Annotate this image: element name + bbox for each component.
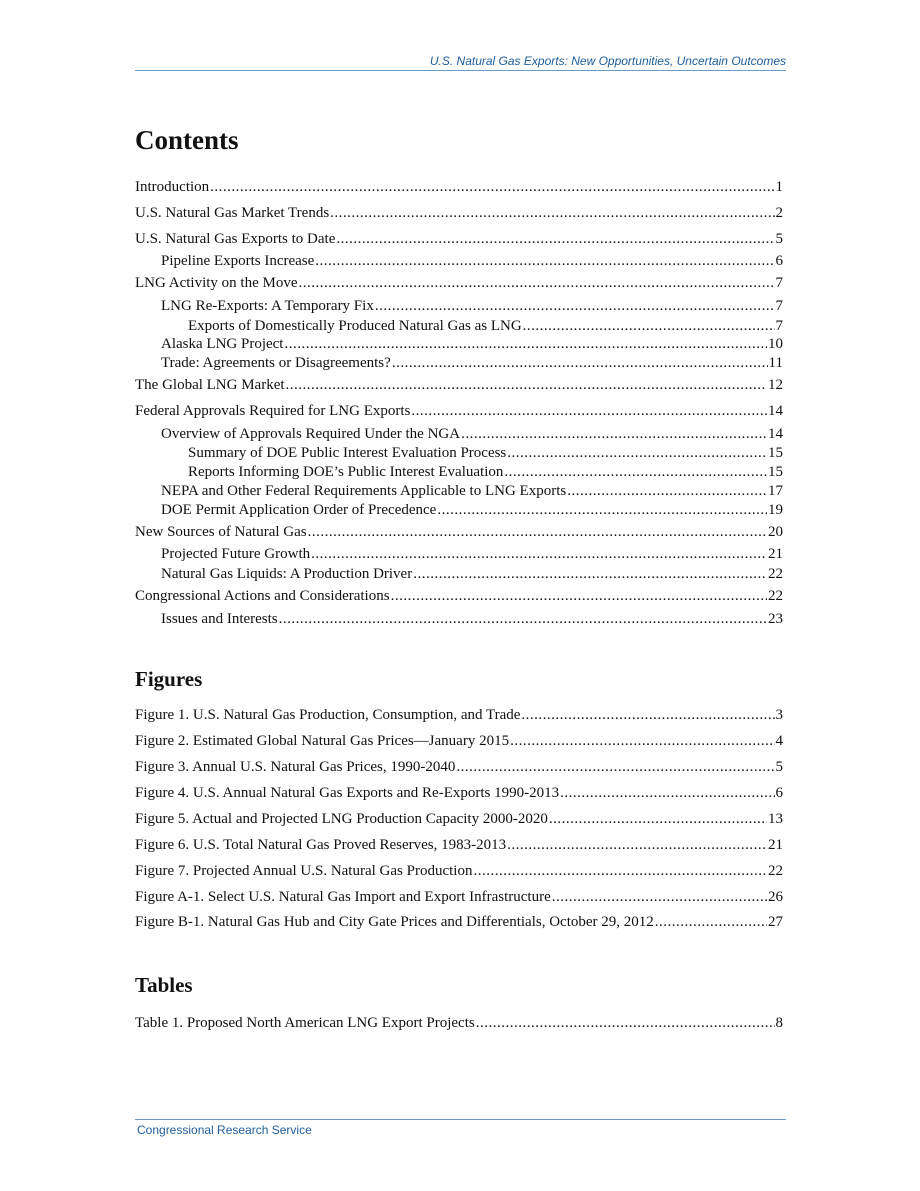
toc-entry-page: 6 xyxy=(775,785,783,801)
toc-entry[interactable] xyxy=(161,252,783,270)
toc-entry[interactable] xyxy=(135,376,783,394)
toc-entry-title: Federal Approvals Required for LNG Exports xyxy=(135,403,411,419)
toc-entry-title: Figure 6. U.S. Total Natural Gas Proved Reserves, 1983-2013 xyxy=(135,837,507,853)
toc-entry-title: U.S. Natural Gas Exports to Date xyxy=(135,231,336,247)
toc-entry-page: 7 xyxy=(775,318,783,334)
toc-entry-page: 15 xyxy=(768,445,783,461)
toc-entry[interactable] xyxy=(161,425,783,443)
dot-leader xyxy=(521,706,774,724)
toc-entry[interactable] xyxy=(135,732,783,750)
footer-publisher: Congressional Research Service xyxy=(137,1123,312,1137)
toc-entry-title: Figure B-1. Natural Gas Hub and City Gate Prices and Differentials, October 29, 2012 xyxy=(135,914,654,930)
toc-entry-title: Overview of Approvals Required Under the NGA xyxy=(161,426,461,442)
dot-leader xyxy=(311,545,767,563)
toc-entry[interactable] xyxy=(135,758,783,776)
dot-leader xyxy=(507,836,767,854)
figures-title: Figures xyxy=(135,667,203,691)
dot-leader xyxy=(392,354,768,372)
toc-entry[interactable] xyxy=(161,297,783,315)
toc-entry[interactable] xyxy=(188,317,783,335)
dot-leader xyxy=(411,402,767,420)
dot-leader xyxy=(391,587,767,605)
contents-title: Contents xyxy=(135,125,239,155)
toc-entry-page: 1 xyxy=(775,179,783,195)
toc-entry-page: 22 xyxy=(768,863,783,879)
toc-entry-title: Alaska LNG Project xyxy=(161,336,284,352)
toc-entry[interactable] xyxy=(135,706,783,724)
toc-entry-page: 3 xyxy=(775,707,783,723)
toc-entry-title: Issues and Interests xyxy=(161,611,278,627)
toc-entry-page: 20 xyxy=(768,524,783,540)
running-header: U.S. Natural Gas Exports: New Opportunities, Uncertain Outcomes xyxy=(429,54,786,68)
toc-entry[interactable] xyxy=(135,523,783,541)
toc-entry-page: 17 xyxy=(768,483,783,499)
header-rule xyxy=(135,70,786,71)
toc-entry-page: 10 xyxy=(768,336,783,352)
toc-entry-title: Congressional Actions and Considerations xyxy=(135,588,390,604)
toc-entry-page: 19 xyxy=(768,502,783,518)
toc-entry-title: Figure A-1. Select U.S. Natural Gas Import and Export Infrastructure xyxy=(135,889,551,905)
toc-entry-title: Figure 3. Annual U.S. Natural Gas Prices, 1990-2040 xyxy=(135,759,456,775)
dot-leader xyxy=(507,444,767,462)
toc-entry-page: 6 xyxy=(775,253,783,269)
toc-entry-title: Figure 5. Actual and Projected LNG Production Capacity 2000-2020 xyxy=(135,811,548,827)
dot-leader xyxy=(210,178,774,196)
dot-leader xyxy=(510,732,774,750)
toc-entry-title: Reports Informing DOE’s Public Interest Evaluation xyxy=(188,464,504,480)
toc-entry-page: 11 xyxy=(768,355,783,371)
dot-leader xyxy=(279,610,767,628)
toc-entry-title: Natural Gas Liquids: A Production Driver xyxy=(161,566,413,582)
dot-leader xyxy=(437,501,767,519)
toc-entry[interactable] xyxy=(135,810,783,828)
dot-leader xyxy=(456,758,774,776)
toc-entry[interactable] xyxy=(135,836,783,854)
toc-entry[interactable] xyxy=(161,610,783,628)
toc-entry-title: U.S. Natural Gas Market Trends xyxy=(135,205,330,221)
dot-leader xyxy=(308,523,767,541)
toc-entry[interactable] xyxy=(161,482,783,500)
toc-entry-title: Summary of DOE Public Interest Evaluation Process xyxy=(188,445,507,461)
toc-entry-page: 22 xyxy=(768,566,783,582)
toc-entry-title: DOE Permit Application Order of Precedence xyxy=(161,502,437,518)
dot-leader xyxy=(560,784,774,802)
toc-entry[interactable] xyxy=(135,1014,783,1032)
toc-entry[interactable] xyxy=(135,230,783,248)
toc-entry-page: 13 xyxy=(768,811,783,827)
dot-leader xyxy=(476,1014,775,1032)
toc-entry-title: LNG Re-Exports: A Temporary Fix xyxy=(161,298,374,314)
toc-entry-page: 15 xyxy=(768,464,783,480)
toc-entry-title: Figure 7. Projected Annual U.S. Natural Gas Production xyxy=(135,863,473,879)
toc-entry-title: Table 1. Proposed North American LNG Export Projects xyxy=(135,1015,475,1031)
toc-entry-page: 21 xyxy=(768,546,783,562)
toc-entry-page: 7 xyxy=(775,298,783,314)
toc-entry-page: 4 xyxy=(775,733,783,749)
toc-entry-title: Pipeline Exports Increase xyxy=(161,253,315,269)
toc-entry-page: 8 xyxy=(775,1015,783,1031)
dot-leader xyxy=(284,335,767,353)
toc-entry[interactable] xyxy=(188,463,783,481)
toc-entry-title: LNG Activity on the Move xyxy=(135,275,298,291)
toc-entry-title: Figure 2. Estimated Global Natural Gas Prices—January 2015 xyxy=(135,733,510,749)
dot-leader xyxy=(504,463,767,481)
toc-entry-page: 26 xyxy=(768,889,783,905)
toc-entry[interactable] xyxy=(135,178,783,196)
toc-entry-title: New Sources of Natural Gas xyxy=(135,524,307,540)
toc-entry-title: Figure 1. U.S. Natural Gas Production, Consumption, and Trade xyxy=(135,707,521,723)
toc-entry-page: 21 xyxy=(768,837,783,853)
dot-leader xyxy=(655,913,767,931)
toc-entry-title: NEPA and Other Federal Requirements Applicable to LNG Exports xyxy=(161,483,567,499)
toc-entry-title: Trade: Agreements or Disagreements? xyxy=(161,355,391,371)
toc-entry-page: 22 xyxy=(768,588,783,604)
dot-leader xyxy=(567,482,767,500)
toc-entry[interactable] xyxy=(135,888,783,906)
toc-entry-title: The Global LNG Market xyxy=(135,377,285,393)
dot-leader xyxy=(315,252,774,270)
toc-entry[interactable] xyxy=(135,402,783,420)
toc-entry[interactable] xyxy=(161,545,783,563)
dot-leader xyxy=(549,810,767,828)
dot-leader xyxy=(298,274,774,292)
toc-entry[interactable] xyxy=(135,274,783,292)
toc-entry-title: Figure 4. U.S. Annual Natural Gas Exports and Re-Exports 1990-2013 xyxy=(135,785,560,801)
tables-title: Tables xyxy=(135,973,193,997)
dot-leader xyxy=(523,317,775,335)
dot-leader xyxy=(461,425,767,443)
dot-leader xyxy=(552,888,767,906)
toc-entry[interactable] xyxy=(161,335,783,353)
footer-rule xyxy=(135,1119,786,1120)
dot-leader xyxy=(413,565,767,583)
toc-entry[interactable] xyxy=(188,444,783,462)
toc-entry-title: Exports of Domestically Produced Natural Gas as LNG xyxy=(188,318,522,334)
dot-leader xyxy=(473,862,767,880)
toc-entry[interactable] xyxy=(161,354,783,372)
toc-entry-page: 12 xyxy=(768,377,783,393)
toc-entry-page: 7 xyxy=(775,275,783,291)
dot-leader xyxy=(330,204,774,222)
toc-entry-page: 23 xyxy=(768,611,783,627)
toc-entry[interactable] xyxy=(135,913,783,931)
toc-entry[interactable] xyxy=(135,587,783,605)
toc-entry-page: 5 xyxy=(775,759,783,775)
toc-entry[interactable] xyxy=(135,204,783,222)
toc-entry[interactable] xyxy=(161,565,783,583)
dot-leader xyxy=(286,376,767,394)
toc-entry-page: 2 xyxy=(775,205,783,221)
toc-entry-title: Projected Future Growth xyxy=(161,546,311,562)
toc-entry[interactable] xyxy=(161,501,783,519)
toc-entry-title: Introduction xyxy=(135,179,210,195)
dot-leader xyxy=(336,230,774,248)
dot-leader xyxy=(375,297,775,315)
toc-entry-page: 14 xyxy=(768,426,783,442)
toc-entry-page: 5 xyxy=(775,231,783,247)
toc-entry-page: 27 xyxy=(768,914,783,930)
toc-entry-page: 14 xyxy=(768,403,783,419)
toc-entry[interactable] xyxy=(135,862,783,880)
toc-entry[interactable] xyxy=(135,784,783,802)
